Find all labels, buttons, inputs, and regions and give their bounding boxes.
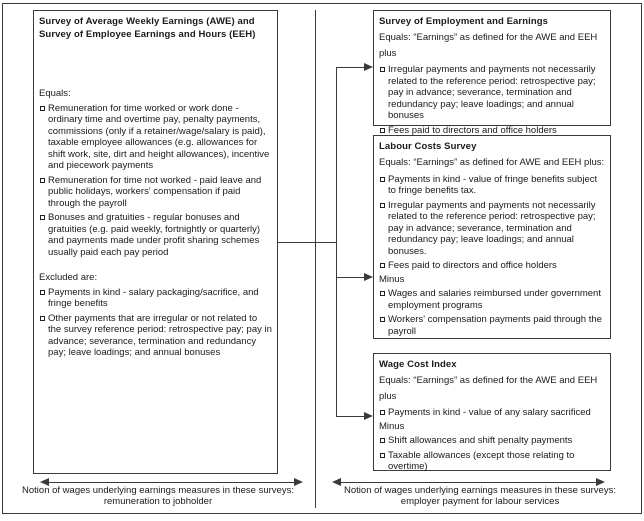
list-item [379,314,605,337]
checkbox-bullet-icon [380,177,385,182]
equals-label: Equals: “Earnings” as defined for the AWE and EEH plus [379,32,598,59]
list-item [39,287,272,310]
minus-label: Minus [379,420,405,432]
connector-trunk-line [336,67,337,417]
minus-label: Minus [379,273,405,285]
labour-costs-survey-box [373,135,611,339]
list-item-text: Bonuses and gratuities - regular bonuses and gratuities (e.g. paid weekly, fortnightly or quarterly) and payments made under profit sharing schemes usually paid each pay period [48,212,261,258]
connector-arrow-line-top [336,67,365,68]
footer-line2: employer payment for labour services [400,496,560,507]
list-item [379,450,605,473]
list-item [39,103,272,172]
list-item [379,64,605,122]
box-title: Labour Costs Survey [379,141,477,152]
checkbox-bullet-icon [380,438,385,443]
checkbox-bullet-icon [40,290,45,295]
footer-caption-right [322,485,638,507]
list-item [379,200,605,258]
list-item-text: Wages and salaries reimbursed under government employment programs [388,288,601,311]
awe-eeh-survey-box [33,10,278,474]
checkbox-bullet-icon [40,178,45,183]
list-item-text: Irregular payments and payments not necessarily related to the reference period: retrospective pay; pay in advance; severance, termination and redundancy pay; leave loadings; and annual bonuses. [388,199,596,257]
list-item-text: Payments in kind - value of fringe benefits subject to fringe benefits tax. [388,173,598,196]
list-item-text: Other payments that are irregular or not related to the survey reference period: retrospective pay; pay in advance; severance, termination and redundancy pay; leave loadings; and annual bonuses [48,312,272,358]
list-item-text: Irregular payments and payments not necessarily related to the reference period: retrospective pay; pay in advance; severance, termination and redundancy pay; leave loadings; and annual bonuses [388,64,596,121]
list-item-text: Remuneration for time not worked - paid leave and public holidays, workers' compensation if paid through the payroll [48,174,262,209]
equals-label: Equals: “Earnings” as defined for AWE and EEH plus: [379,157,605,168]
checkbox-bullet-icon [380,453,385,458]
connector-arrow-line-bottom [336,416,365,417]
arrow-right-icon [364,273,373,281]
checkbox-bullet-icon [380,203,385,208]
checkbox-bullet-icon [380,317,385,322]
equals-label: Equals: [39,88,71,99]
double-arrow-line [48,482,296,483]
excluded-label: Excluded are: [39,272,98,283]
list-item-text: Remuneration for time worked or work done - ordinary time and overtime pay, penalty payments, commissions (only if a retainer/wage/salary is paid), taxable employee allowances (e.g. allowances for shift work, site, dirt and height allowances), incentive and piecework payments [48,102,270,171]
checkbox-bullet-icon [380,263,385,268]
checkbox-bullet-icon [380,291,385,296]
survey-of-employment-and-earnings-box [373,10,611,136]
list-item-text: Payments in kind - salary packaging/sacrifice, and fringe benefits [48,286,259,309]
connector-stem-line [277,242,337,243]
box-title: Survey of Employment and Earnings [379,16,549,27]
footer-line2: remuneration to jobholder [103,496,213,507]
checkbox-bullet-icon [40,215,45,220]
list-item-text: Payments in kind - value of any salary sacrificed [388,407,591,418]
list-item-text: Fees paid to directors and office holders [388,260,557,271]
list-item [39,212,272,258]
center-divider-line [315,10,316,508]
checkbox-bullet-icon [380,128,385,133]
box-title: Wage Cost Index [379,359,457,370]
checkbox-bullet-icon [40,316,45,321]
footer-line1: Notion of wages underlying earnings measures in these surveys: [22,485,294,496]
checkbox-bullet-icon [380,410,385,415]
list-item-text: Shift allowances and shift penalty payments [388,435,573,446]
list-item [379,435,605,447]
checkbox-bullet-icon [40,106,45,111]
double-arrow-line [340,482,598,483]
arrow-right-icon [364,412,373,420]
list-item-text: Workers' compensation payments paid through the payroll [388,314,602,337]
checkbox-bullet-icon [380,67,385,72]
equals-label: Equals: “Earnings” as defined for the AWE and EEH plus [379,375,598,402]
connector-arrow-line-middle [336,277,365,278]
footer-caption-left [4,485,312,507]
list-item [379,288,605,311]
list-item [379,260,605,272]
list-item-text: Fees paid to directors and office holders [388,124,557,136]
footer-line1: Notion of wages underlying earnings measures in these surveys: [344,485,616,496]
list-item [39,313,272,359]
list-item-text: Taxable allowances (except those relating to overtime) [388,449,575,472]
list-item [379,174,605,197]
list-item [39,175,272,210]
arrow-right-icon [364,63,373,71]
wage-cost-index-box [373,353,611,471]
box-title: Survey of Average Weekly Earnings (AWE) and Survey of Employee Earnings and Hours (EEH) [39,16,256,40]
list-item [379,407,605,419]
